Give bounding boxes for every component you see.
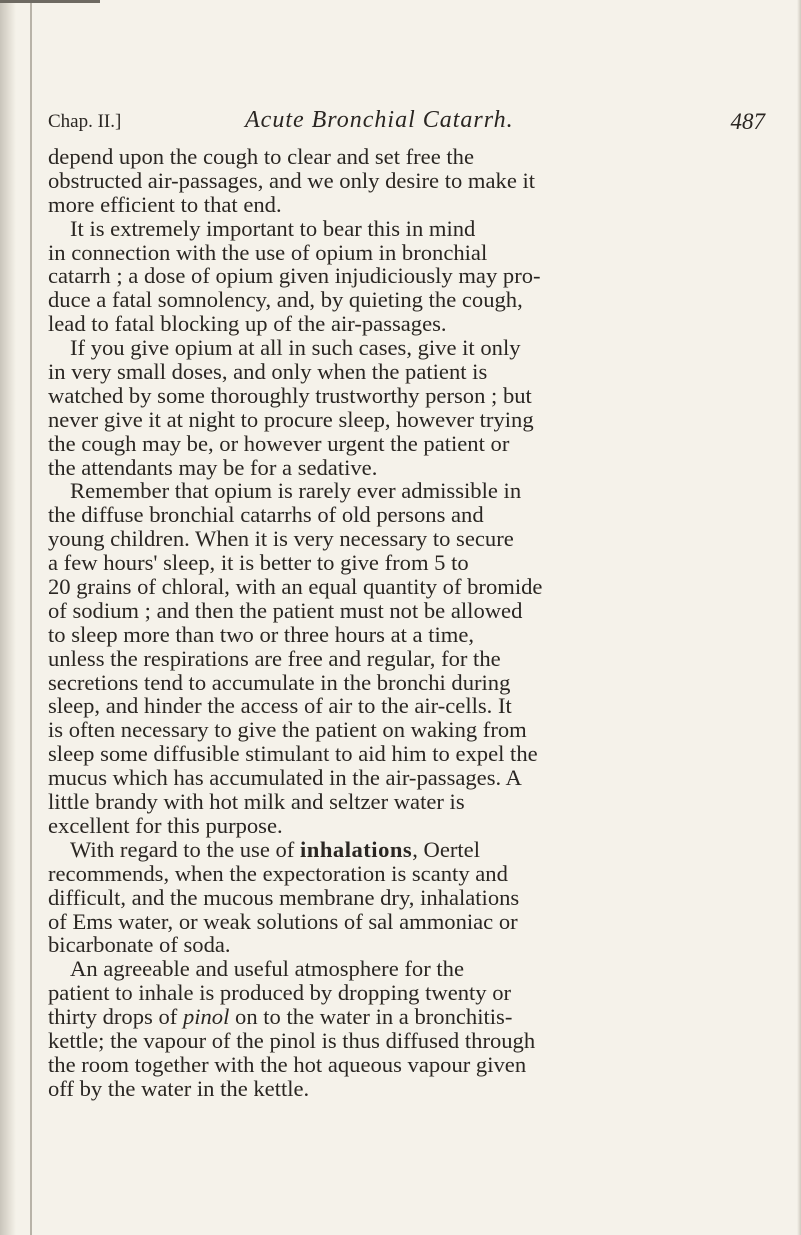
body-text [48, 145, 773, 1101]
text-line: of Ems water, or weak solutions of sal ammoniac or [48, 908, 518, 934]
text-line: watched by some thoroughly trustworthy person ; but [48, 382, 532, 408]
text-line: unless the respirations are free and regular, for the [48, 645, 501, 671]
text-line: It is extremely important to bear this in mind [70, 215, 476, 241]
text-line: depend upon the cough to clear and set free the [48, 144, 474, 169]
text-line: in very small doses, and only when the patient is [48, 359, 488, 385]
text-line: An agreeable and useful atmosphere for the [70, 956, 464, 982]
text-line: bicarbonate of soda. [48, 932, 231, 958]
text-line: patient to inhale is produced by dropping twenty or [48, 980, 512, 1006]
bold-term-inhalations: inhalations [299, 836, 413, 862]
text-line: is often necessary to give the patient on waking from [48, 717, 527, 743]
text-run: on to the water in a bronchitis- [229, 1004, 513, 1030]
text-line: difficult, and the mucous membrane dry, inhalations [48, 884, 520, 910]
text-line: lead to fatal blocking up of the air-passages. [48, 311, 447, 337]
text-line: catarrh ; a dose of opium given injudiciously may pro- [48, 263, 541, 289]
text-line: the room together with the hot aqueous vapour given [48, 1051, 527, 1077]
text-line: If you give opium at all in such cases, give it only [70, 335, 521, 361]
text-line: secretions tend to accumulate in the bronchi during [48, 669, 511, 695]
text-run: thirty drops of [48, 1004, 183, 1030]
page-number: 487 [730, 109, 765, 134]
text-line: never give it at night to procure sleep, however trying [48, 406, 534, 432]
running-title: Acute Bronchial Catarrh. [245, 107, 514, 133]
text-line: recommends, when the expectoration is scanty and [48, 860, 508, 886]
text-line: kettle; the vapour of the pinol is thus diffused through [48, 1027, 536, 1053]
text-line [48, 838, 773, 862]
text-line: the cough may be, or however urgent the patient or [48, 430, 510, 456]
italic-term-pinol: pinol [182, 1004, 230, 1030]
text-run: With regard to the use of [70, 836, 300, 862]
text-line: to sleep more than two or three hours at a time, [48, 621, 475, 647]
text-line: excellent for this purpose. [48, 812, 283, 838]
text-line: the attendants may be for a sedative. [48, 454, 378, 480]
page-gutter-line [30, 0, 32, 1235]
text-line: off by the water in the kettle. [48, 1075, 310, 1101]
page-edge-right [797, 0, 801, 1235]
text-line: the diffuse bronchial catarrhs of old persons and [48, 502, 484, 528]
text-line [48, 1005, 773, 1029]
text-line: obstructed air-passages, and we only desire to make it [48, 167, 536, 193]
text-line: little brandy with hot milk and seltzer water is [48, 789, 465, 815]
page-edge-top [0, 0, 100, 3]
text-line: young children. When it is very necessary to secure [48, 526, 514, 552]
chapter-label: Chap. II.] [48, 111, 122, 132]
text-line: 20 grains of chloral, with an equal quantity of bromide [48, 574, 543, 600]
running-header [48, 107, 773, 137]
text-line: Remember that opium is rarely ever admissible in [70, 478, 522, 504]
text-line: of sodium ; and then the patient must not be allowed [48, 597, 523, 623]
page-edge-left [0, 0, 16, 1235]
text-line: sleep, and hinder the access of air to the air-cells. It [48, 693, 512, 719]
text-line: sleep some diffusible stimulant to aid him to expel the [48, 741, 538, 767]
text-run: , Oertel [412, 836, 480, 862]
text-line: more efficient to that end. [48, 191, 282, 217]
text-line: in connection with the use of opium in bronchial [48, 239, 488, 265]
text-line: mucus which has accumulated in the air-passages. A [48, 765, 522, 791]
text-line: duce a fatal somnolency, and, by quieting the cough, [48, 287, 523, 313]
text-line: a few hours' sleep, it is better to give from 5 to [48, 550, 469, 576]
